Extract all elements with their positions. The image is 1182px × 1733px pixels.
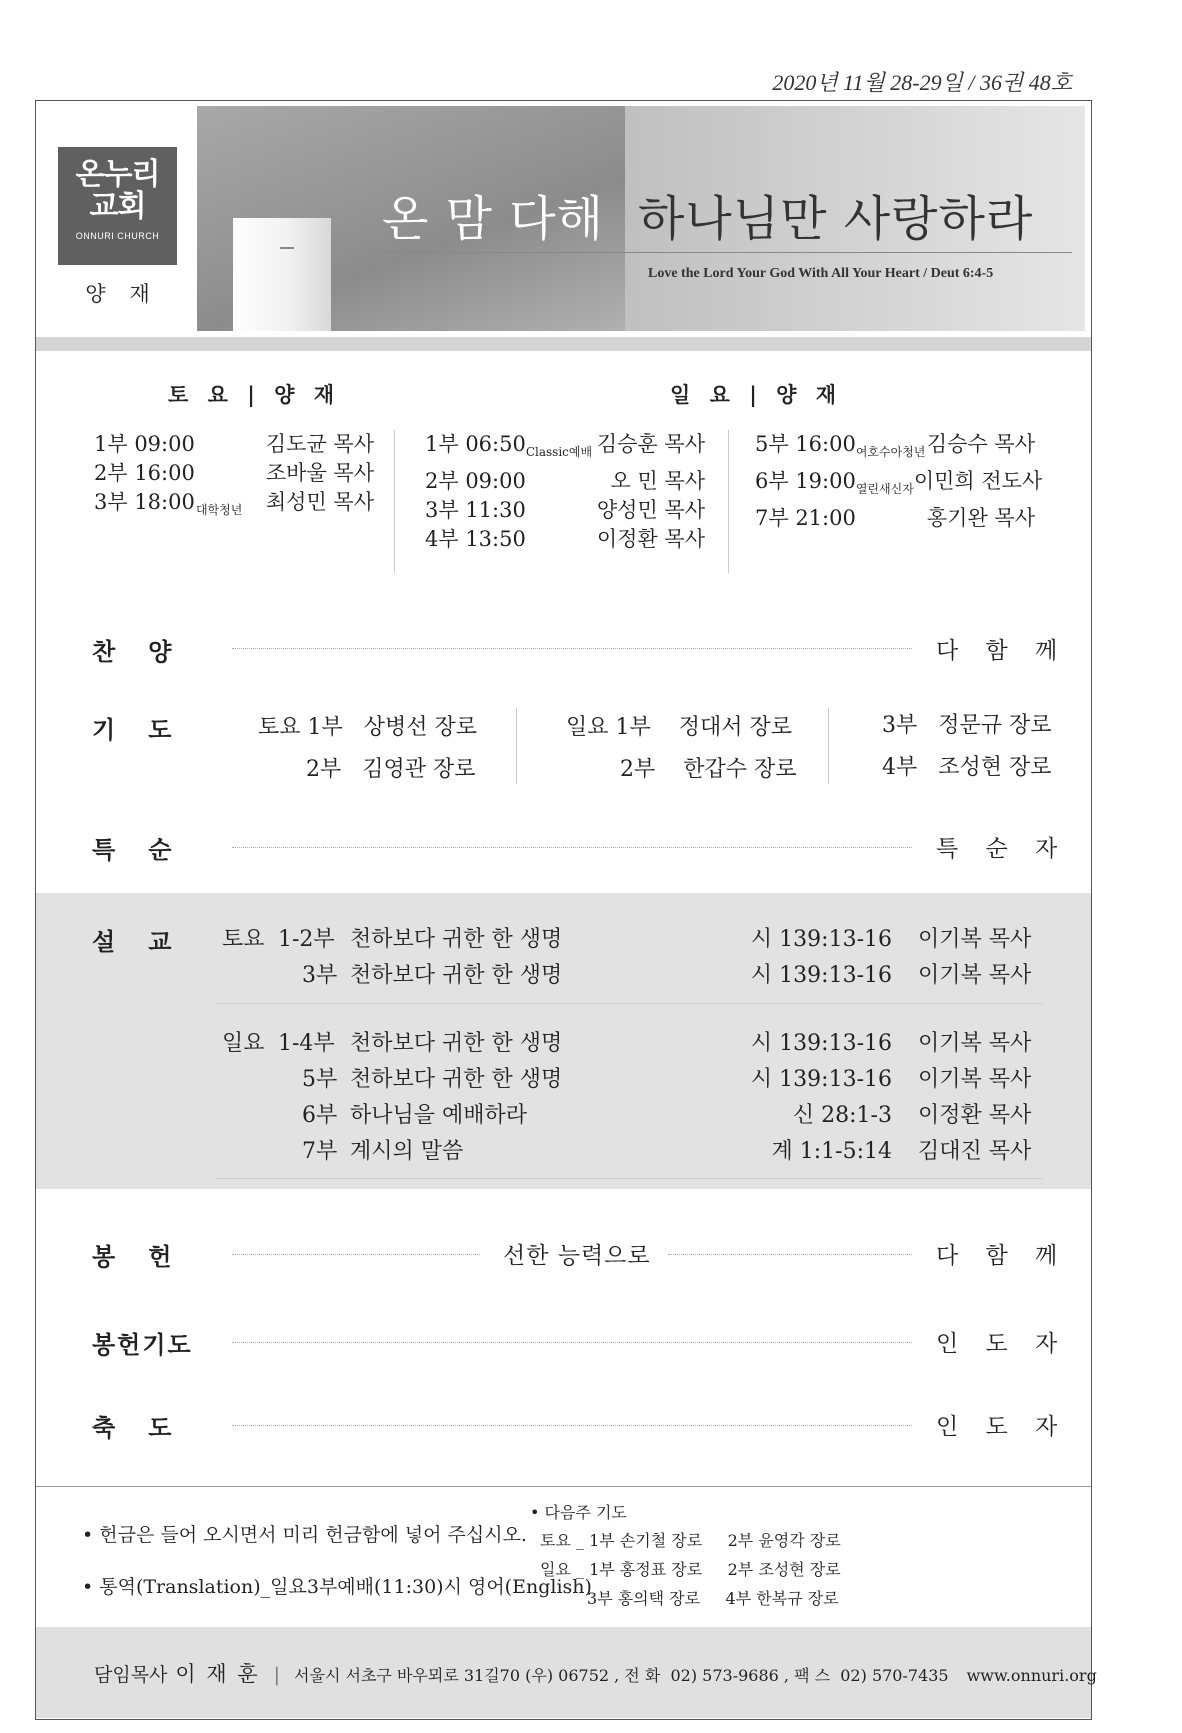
theme-title-part2: 하나님만 사랑하라 bbox=[638, 191, 1034, 247]
sermon-pastor: 이기복 목사 bbox=[918, 927, 1032, 952]
prayer-sun-1: 일요 1부 정대서 장로 bbox=[566, 715, 792, 740]
sermon-day: 토요 bbox=[222, 927, 265, 952]
praise-value: 다 함 께 bbox=[936, 638, 1068, 664]
service-time: 1부 06:50 bbox=[425, 432, 526, 456]
service-time: 2부 16:00 bbox=[94, 461, 195, 485]
schedule-divider bbox=[394, 430, 395, 573]
prayer-sat-2: 2부 김영관 장로 bbox=[306, 757, 476, 782]
banner-rule bbox=[382, 252, 1072, 253]
service-pastor: 조바울 목사 bbox=[265, 461, 374, 485]
service-pastor: 오 민 목사 bbox=[610, 469, 705, 493]
sermon-day: 일요 bbox=[222, 1031, 265, 1056]
sermon-title: 천하보다 귀한 한 생명 bbox=[350, 963, 563, 988]
benediction-value: 인 도 자 bbox=[936, 1414, 1068, 1440]
service-time: 2부 09:00 bbox=[425, 469, 526, 493]
offering-value: 다 함 께 bbox=[936, 1243, 1068, 1269]
logo-line1: 온누리 bbox=[75, 157, 160, 192]
service-time: 5부 16:00 bbox=[755, 432, 856, 456]
dotted-leader bbox=[232, 1342, 912, 1343]
service-pastor: 김승훈 목사 bbox=[596, 432, 705, 456]
sermon-title: 천하보다 귀한 한 생명 bbox=[350, 1031, 563, 1056]
dotted-leader bbox=[232, 648, 912, 649]
service-pastor: 김도균 목사 bbox=[265, 432, 374, 456]
service-pastor: 이정환 목사 bbox=[596, 527, 705, 551]
sermon-part: 1-4부 bbox=[278, 1031, 335, 1056]
next-prayer-title: • 다음주 기도 bbox=[530, 1503, 627, 1522]
sermon-label: 설 교 bbox=[92, 928, 174, 956]
service-time: 3부 11:30 bbox=[425, 498, 526, 522]
prayer-sun-3: 3부 정문규 장로 bbox=[882, 713, 1052, 738]
sermon-ref: 신 28:1-3 bbox=[792, 1103, 892, 1128]
sermon-part: 5부 bbox=[302, 1067, 338, 1092]
header-divider-band bbox=[36, 337, 1091, 351]
pastor-name: 이 재 훈 bbox=[175, 1662, 260, 1686]
logo-line3: ONNURI CHURCH bbox=[75, 231, 160, 241]
sermon-part: 3부 bbox=[302, 963, 338, 988]
sermon-title: 천하보다 귀한 한 생명 bbox=[350, 1067, 563, 1092]
prayer-divider bbox=[828, 708, 829, 784]
service-pastor: 최성민 목사 bbox=[265, 490, 374, 514]
service-note: 열린새신자 bbox=[855, 482, 914, 496]
sermon-ref: 시 139:13-16 bbox=[750, 1067, 892, 1092]
sermon-divider bbox=[216, 1003, 1042, 1004]
door-handle bbox=[280, 247, 294, 249]
offering-hymn: 선한 능력으로 bbox=[503, 1243, 651, 1269]
sermon-title: 천하보다 귀한 한 생명 bbox=[350, 927, 563, 952]
next-prayer-row: 일요 _ 1부 홍정표 장로 2부 조성현 장로 bbox=[540, 1560, 841, 1579]
dotted-leader bbox=[232, 847, 912, 848]
prayer-sun-4: 4부 조성현 장로 bbox=[882, 755, 1052, 780]
translation-note: • 통역(Translation)_일요3부예배(11:30)시 영어(English) bbox=[82, 1576, 592, 1598]
benediction-label: 축 도 bbox=[92, 1414, 174, 1442]
service-pastor: 양성민 목사 bbox=[596, 498, 705, 522]
footer-separator: | bbox=[273, 1664, 281, 1686]
church-address: 서울시 서초구 바우뫼로 31길70 (우) 06752 , 전 화 02) 573-9686 , 팩 스 02) 570-7435 bbox=[294, 1666, 949, 1685]
schedule-divider bbox=[728, 430, 729, 573]
offering-prayer-label: 봉헌기도 bbox=[92, 1331, 193, 1359]
sermon-part: 1-2부 bbox=[278, 927, 335, 952]
sunday-schedule-b bbox=[755, 430, 1043, 533]
offering-prayer-value: 인 도 자 bbox=[936, 1331, 1068, 1357]
service-note: 여호수아청년 bbox=[855, 445, 926, 459]
service-note: 대학청년 bbox=[195, 503, 243, 517]
sermon-pastor: 김대진 목사 bbox=[918, 1139, 1032, 1164]
campus-name: 양재 bbox=[85, 282, 174, 306]
theme-title-part1: 온 맘 다해 bbox=[382, 191, 604, 247]
sermon-divider bbox=[216, 1178, 1042, 1179]
notes-divider bbox=[36, 1486, 1091, 1487]
saturday-schedule-header: 토 요 | 양 재 bbox=[168, 382, 341, 407]
sunday-schedule-header: 일 요 | 양 재 bbox=[670, 382, 843, 407]
praise-label: 찬 양 bbox=[92, 638, 174, 666]
service-pastor: 이민희 전도사 bbox=[913, 469, 1043, 493]
special-label: 특 순 bbox=[92, 836, 174, 864]
sermon-pastor: 이정환 목사 bbox=[918, 1103, 1032, 1128]
service-pastor: 홍기완 목사 bbox=[926, 506, 1035, 530]
sunday-schedule-a bbox=[425, 430, 705, 554]
prayer-divider bbox=[516, 708, 517, 784]
special-value: 특 순 자 bbox=[936, 836, 1068, 862]
door-illustration bbox=[233, 218, 331, 331]
pastor-label: 담임목사 bbox=[94, 1664, 168, 1686]
service-pastor: 김승수 목사 bbox=[926, 432, 1035, 456]
next-prayer-row: 토요 _ 1부 손기철 장로 2부 윤영각 장로 bbox=[540, 1531, 841, 1550]
sermon-pastor: 이기복 목사 bbox=[918, 963, 1032, 988]
service-time: 6부 19:00 bbox=[755, 469, 856, 493]
saturday-schedule bbox=[94, 430, 374, 525]
sermon-part: 7부 bbox=[302, 1139, 338, 1164]
service-time: 4부 13:50 bbox=[425, 527, 526, 551]
service-time: 7부 21:00 bbox=[755, 506, 856, 530]
theme-verse: Love the Lord Your God With All Your Heart / Deut 6:4-5 bbox=[648, 266, 994, 281]
prayer-label: 기 도 bbox=[92, 716, 174, 744]
sermon-part: 6부 bbox=[302, 1103, 338, 1128]
sermon-title: 계시의 말씀 bbox=[350, 1139, 464, 1164]
sermon-ref: 시 139:13-16 bbox=[750, 1031, 892, 1056]
footer-info bbox=[94, 1658, 1097, 1688]
offering-note: • 헌금은 들어 오시면서 미리 헌금함에 넣어 주십시오. bbox=[82, 1524, 527, 1546]
sermon-pastor: 이기복 목사 bbox=[918, 1031, 1032, 1056]
church-website[interactable]: www.onnuri.org bbox=[966, 1666, 1097, 1685]
offering-label: 봉 헌 bbox=[92, 1243, 174, 1271]
dotted-leader bbox=[232, 1425, 912, 1426]
service-time: 1부 09:00 bbox=[94, 432, 195, 456]
sermon-ref: 시 139:13-16 bbox=[750, 927, 892, 952]
sermon-pastor: 이기복 목사 bbox=[918, 1067, 1032, 1092]
sermon-ref: 계 1:1-5:14 bbox=[771, 1139, 892, 1164]
church-logo bbox=[58, 147, 177, 265]
next-prayer-row: 3부 홍의택 장로 4부 한복규 장로 bbox=[587, 1589, 839, 1608]
issue-date: 2020년 11월 28-29일 / 36권 48호 bbox=[772, 70, 1072, 95]
prayer-sun-2: 2부 한갑수 장로 bbox=[620, 757, 797, 782]
sermon-ref: 시 139:13-16 bbox=[750, 963, 892, 988]
sermon-title: 하나님을 예배하라 bbox=[350, 1103, 528, 1128]
dotted-leader bbox=[668, 1254, 912, 1255]
prayer-sat-1: 토요 1부 상병선 장로 bbox=[258, 715, 477, 740]
service-note: Classic예배 bbox=[525, 445, 593, 459]
service-time: 3부 18:00 bbox=[94, 490, 195, 514]
dotted-leader bbox=[232, 1254, 480, 1255]
logo-line2: 교회 bbox=[89, 189, 146, 224]
